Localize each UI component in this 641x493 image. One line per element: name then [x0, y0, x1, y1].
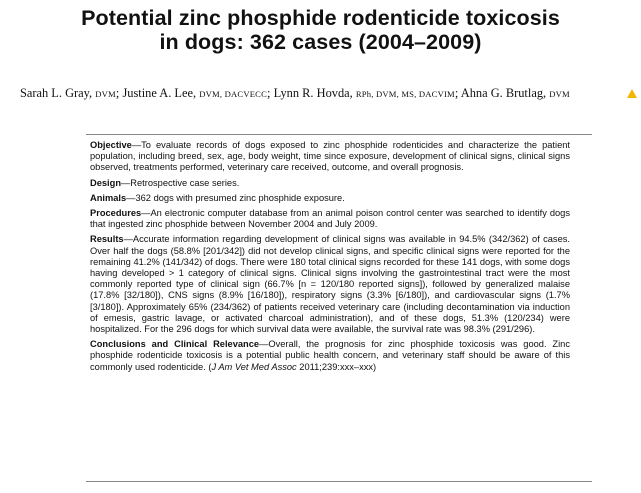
author-credentials: DVM [95, 89, 116, 99]
author-name: Ahna G. Brutlag, [460, 86, 547, 100]
author-credentials: DVM [549, 89, 570, 99]
section-text: 362 dogs with presumed zinc phosphide exposure. [135, 192, 345, 203]
author-credentials: RPh, DVM, MS, DACVIM [355, 89, 455, 99]
author-name: Sarah L. Gray, [20, 86, 93, 100]
title-line-1: Potential zinc phosphide rodenticide toxicosis [81, 6, 560, 30]
abstract-procedures: Procedures—An electronic computer database from an animal poison control center was searched to identify dogs that ingested zinc phosphide between November 2004 and July 2009. [90, 208, 570, 230]
section-label: Procedures [90, 208, 142, 219]
section-label: Animals [90, 192, 127, 203]
author-name: Lynn R. Hovda, [273, 86, 353, 100]
abstract-box [90, 140, 570, 377]
abstract-conclusions: Conclusions and Clinical Relevance—Overall, the prognosis for zinc phosphide toxicosis was good. Zinc phosphide rodenticide toxicosis is a potential public health concern, and veterinary staff should be aware of this commonly used rodenticide. (J Am Vet Med Assoc 2011;239:xxx–xxx) [90, 339, 570, 372]
article-title [0, 6, 641, 54]
section-label: Design [90, 177, 121, 188]
section-text: An electronic computer database from an animal poison control center was searched to identify dogs that ingested zinc phosphide between November 2004 and July 2009. [90, 208, 570, 230]
section-text: Retrospective case series. [130, 177, 240, 188]
author-credentials: DVM, DACVECC [199, 89, 268, 99]
section-label: Results [90, 234, 124, 245]
section-text: Overall, the prognosis for zinc phosphide toxicosis was good. Zinc phosphide rodenticide toxicosis is a potential public health concern, and veterinary staff should be aware of this commonly used rodenticide. [90, 339, 570, 372]
abstract-bottom-rule [86, 481, 592, 482]
section-text: To evaluate records of dogs exposed to zinc phosphide rodenticides and characterize the patient population, including breed, sex, age, body weight, time since exposure, development of clinical signs, clinical signs observed, treatments performed, veterinary care received, outcome, and overall prognosis. [90, 140, 570, 173]
abstract-results: Results—Accurate information regarding development of clinical signs was available in 94.5% (342/362) of cases. Over half the dogs (58.8% [201/342]) did not develop clinical signs, and specific clinical signs were reported for the remaining 41.2% (141/342) of dogs. There were 180 total clinical signs recorded for these 141 dogs, with some dogs having developed > 1 category of clinical signs. Clinical signs involving the gastrointestinal tract were the most commonly reported type of clinical sign (66.7% [n = 120/180 reported signs]), followed by generalized malaise (17.8% [32/180]), CNS signs (8.9% [16/180]), respiratory signs (3.3% [6/180]), and cardiovascular signs (1.7% [3/180]). Approximately 65% (234/362) of patients received veterinary care (including decontamination via induction of emesis, gastric lavage, or activated charcoal administration), and of these dogs, 51.3% (120/234) were hospitalized. For the 296 dogs for which survival data were available, the survival rate was 98.3% (291/296). [90, 234, 570, 335]
citation-journal: J Am Vet Med Assoc [211, 361, 297, 372]
section-label: Conclusions and Clinical Relevance [90, 339, 260, 350]
author-list: Sarah L. Gray, DVM; Justine A. Lee, DVM, DACVECC; Lynn R. Hovda, RPh, DVM, MS, DACVIM; Ahna G. Brutlag, DVM [20, 86, 570, 100]
section-label: Objective [90, 140, 132, 150]
abstract-animals: Animals—362 dogs with presumed zinc phosphide exposure. [90, 192, 345, 203]
highlight-marker-icon [627, 89, 637, 98]
author-name: Justine A. Lee, [122, 86, 197, 100]
section-text: Accurate information regarding development of clinical signs was available in 94.5% (342/362) of cases. Over half the dogs (58.8% [201/342]) did not develop clinical signs, and specific clinical signs were reported for the remaining 41.2% (141/342) of dogs. There were 180 total clinical signs recorded for these 141 dogs, with some dogs having developed > 1 category of clinical signs. Clinical signs involving the gastrointestinal tract were the most commonly reported type of clinical sign (66.7% [n = 120/180 reported signs]), followed by generalized malaise (17.8% [32/180]), CNS signs (8.9% [16/180]), respiratory signs (3.3% [6/180]), and cardiovascular signs (1.7% [3/180]). Approximately 65% (234/362) of patients received veterinary care (including decontamination via induction of emesis, gastric lavage, or activated charcoal administration), and of these dogs, 51.3% (120/234) were hospitalized. For the 296 dogs for which survival data were available, the survival rate was 98.3% (291/296). [90, 234, 570, 335]
abstract-design: Design—Retrospective case series. [90, 177, 240, 188]
abstract-top-rule [86, 134, 592, 135]
title-line-2: in dogs: 362 cases (2004–2009) [159, 30, 482, 54]
citation-detail: 2011;239:xxx–xxx) [299, 361, 377, 372]
abstract-objective: Objective—To evaluate records of dogs exposed to zinc phosphide rodenticides and characterize the patient population, including breed, sex, age, body weight, time since exposure, development of clinical signs, clinical signs observed, treatments performed, veterinary care received, outcome, and overall prognosis. [90, 140, 570, 173]
